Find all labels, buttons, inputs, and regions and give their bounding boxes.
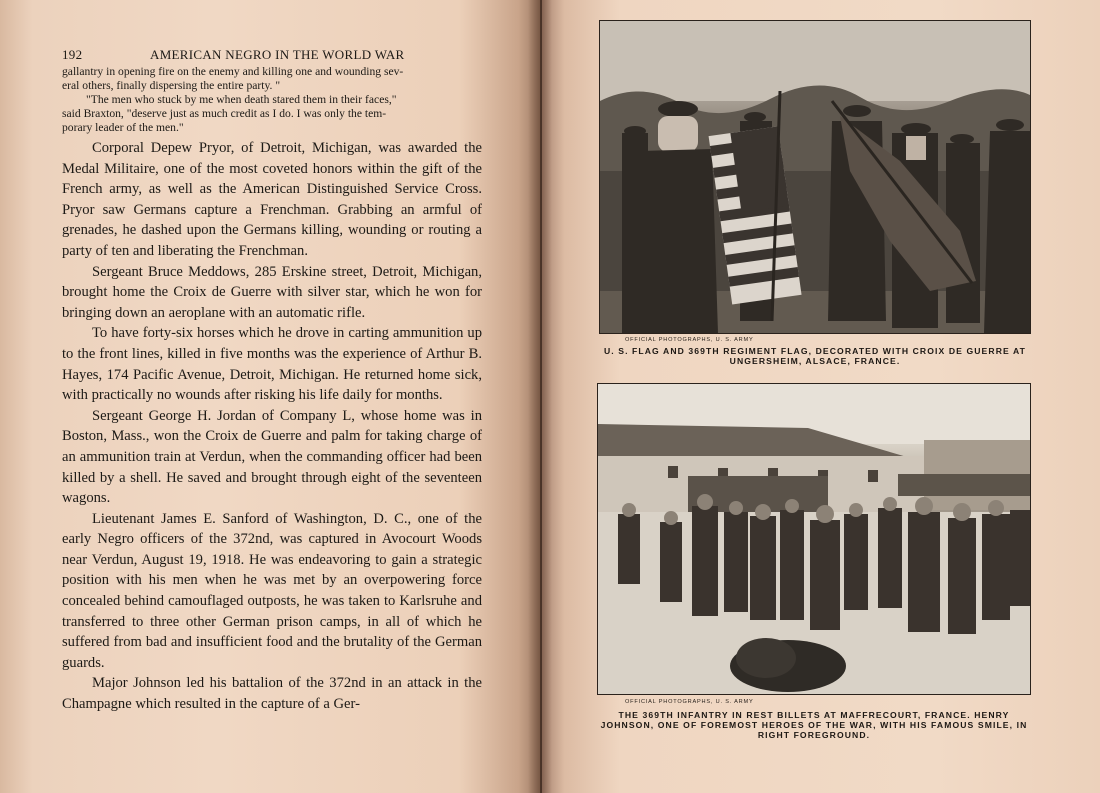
quote-line: "The men who stuck by me when death stared them in their faces," [86, 93, 397, 106]
quote-line: porary leader of the men." [62, 121, 184, 134]
quote-line: gallantry in opening fire on the enemy and killing one and wounding sev- [62, 65, 404, 78]
running-head: AMERICAN NEGRO IN THE WORLD WAR [150, 47, 405, 62]
photo-infantry-caption: THE 369TH INFANTRY IN REST BILLETS AT MAFFRECOURT, FRANCE. HENRY JOHNSON, ONE OF FOREMOST HEROES OF THE WAR, WITH HIS FAMOUS SMILE, IN RIGHT FOREGROUND. [600, 710, 1028, 740]
photo-infantry-illustration [598, 384, 1030, 694]
paragraph-jordan: Sergeant George H. Jordan of Company L, whose home was in Boston, Mass., won the Croix de Guerre and palm for taking charge of an ammunition train at Verdun, when the commanding officer had been killed by a shell. He saved and brought through eight of the seventeen wagons. [62, 407, 482, 507]
quote-line: said Braxton, "deserve just as much credit as I do. I was only the tem- [62, 107, 387, 120]
paragraph-sanford: Lieutenant James E. Sanford of Washington, D. C., one of the early Negro officers of the 372nd, was captured in Avocourt Woods near Verdun, August 19, 1918. He was endeavoring to gain a strategic position with his men when he was met by an overpowering force concealed behind camouflaged outposts, he was taken to Karlsruhe and transferred to three other German prison camps, in all of which he suffered from bad and insufficient food and the brutality of the German guards. [62, 510, 482, 671]
page-number: 192 [62, 47, 83, 62]
photo-flags [599, 20, 1031, 334]
photo-infantry-credit: OFFICIAL PHOTOGRAPHS, U. S. ARMY [625, 699, 754, 705]
left-page [0, 0, 540, 793]
paragraph-johnson: Major Johnson led his battalion of the 372nd in an attack in the Champagne which resulted in the capture of a Ger- [62, 675, 482, 713]
photo-flags-illustration [600, 21, 1030, 333]
quote-block [62, 65, 482, 135]
photo-infantry [597, 383, 1031, 695]
body-text [62, 138, 482, 715]
quote-line: eral others, finally dispersing the entire party. " [62, 79, 281, 92]
photo-flags-caption: U. S. FLAG AND 369TH REGIMENT FLAG, DECORATED WITH CROIX DE GUERRE AT UNGERSHEIM, ALSACE, FRANCE. [603, 346, 1027, 366]
paragraph-meddows: Sergeant Bruce Meddows, 285 Erskine street, Detroit, Michigan, brought home the Croix de Guerre with silver star, which he won for bringing down an aeroplane with an automatic rifle. [62, 263, 482, 321]
paragraph-hayes: To have forty-six horses which he drove in carting ammunition up to the front lines, killed in five months was the experience of Arthur B. Hayes, 174 Pacific Avenue, Detroit, Michigan. He returned home sick, with practically no wounds after risking his life daily for months. [62, 325, 482, 404]
paragraph-pryor: Corporal Depew Pryor, of Detroit, Michigan, was awarded the Medal Militaire, one of the most coveted honors within the gift of the French army, as well as the American Distinguished Service Cross. Pryor saw Germans capture a Frenchman. Grabbing an armful of grenades, he dashed upon the Germans killing, wounding or routing a party of ten and liberating the Frenchman. [62, 140, 482, 259]
photo-flags-credit: OFFICIAL PHOTOGRAPHS, U. S. ARMY [625, 337, 754, 343]
book-gutter [528, 0, 552, 793]
